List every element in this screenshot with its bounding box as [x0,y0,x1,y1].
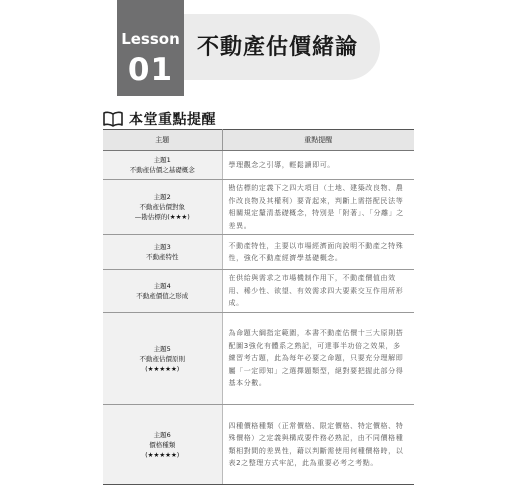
table-row [103,313,414,405]
table-row [103,151,414,180]
topic-line: 不動產估價之基礎概念 [129,166,195,174]
point-cell: 在供給與需求之市場機制作用下，不動產價值由效用、稀少性、欲望、有效需求四大要素交互作用所形成。 [222,270,414,313]
lesson-label: Lesson [121,30,180,48]
lesson-number: 01 [127,52,174,88]
topic-cell [103,405,222,485]
topic-line: 不動產估價原則 [139,354,185,363]
topic-line: (★★★★★) [145,450,180,459]
section-title: 本堂重點提醒 [129,112,216,128]
topic-line: 主題4 [153,282,171,290]
table-row [103,405,414,485]
topic-line: 不動產特性 [146,253,179,261]
topic-cell [103,270,222,313]
topic-line: 主題3 [153,243,171,251]
point-cell: 學理觀念之引導，輕鬆讀即可。 [222,151,414,180]
table-header-row [103,130,414,151]
topic-line: (★★★★★) [145,364,180,373]
topic-line: 不動產價值之形成 [136,292,189,300]
column-header-topic: 主題 [103,130,222,151]
point-cell: 四種價格種類（正常價格、限定價格、特定價格、特殊價格）之定義與構成要件務必熟記，由不同價格種類相對間的差異性，藉以判斷需使用何種價格時，以表2之整理方式牢記，此為重要必考之考點。 [222,405,414,485]
topic-line: 主題6 [153,430,171,439]
table-row [103,235,414,270]
topic-cell [103,151,222,180]
topic-cell [103,313,222,405]
key-points-table [103,129,414,485]
topic-line: 價格種類 [149,440,176,449]
book-icon [103,111,123,127]
lesson-badge [117,0,184,96]
table-row [103,180,414,235]
topic-line: 主題5 [153,344,171,353]
topic-cell [103,180,222,235]
section-heading [103,109,216,129]
topic-line: 不動產估價對象 [139,203,185,211]
chapter-title: 不動產估價緒論 [197,35,359,60]
column-header-points: 重點提醒 [222,130,414,151]
table-row [103,270,414,313]
topic-cell [103,235,222,270]
topic-line: 主題2 [153,193,171,201]
point-cell: 不動產特性，主要以市場經濟面向說明不動產之特殊性，強化不動產經濟學基礎概念。 [222,235,414,270]
topic-line: 主題1 [153,156,171,164]
point-cell: 勘估標的定義下之四大項目（土地、建築改良物、農作改良物及其權利）要背起來，判斷上需搭配民法等相關規定釐清基礎概念，特別是「附著」、「分離」之差異。 [222,180,414,235]
topic-line: —勘估標的(★★★) [134,213,190,221]
point-cell: 為命題大綱指定範圍，本書不動產估價十三大原則搭配圖3強化有體系之熟記，可達事半功倍之效果，多練習考古題，此為每年必要之命題，只要充分理解即屬「一定即知」之選擇題類型，絕對要把握此部分得基本分數。 [222,313,414,405]
